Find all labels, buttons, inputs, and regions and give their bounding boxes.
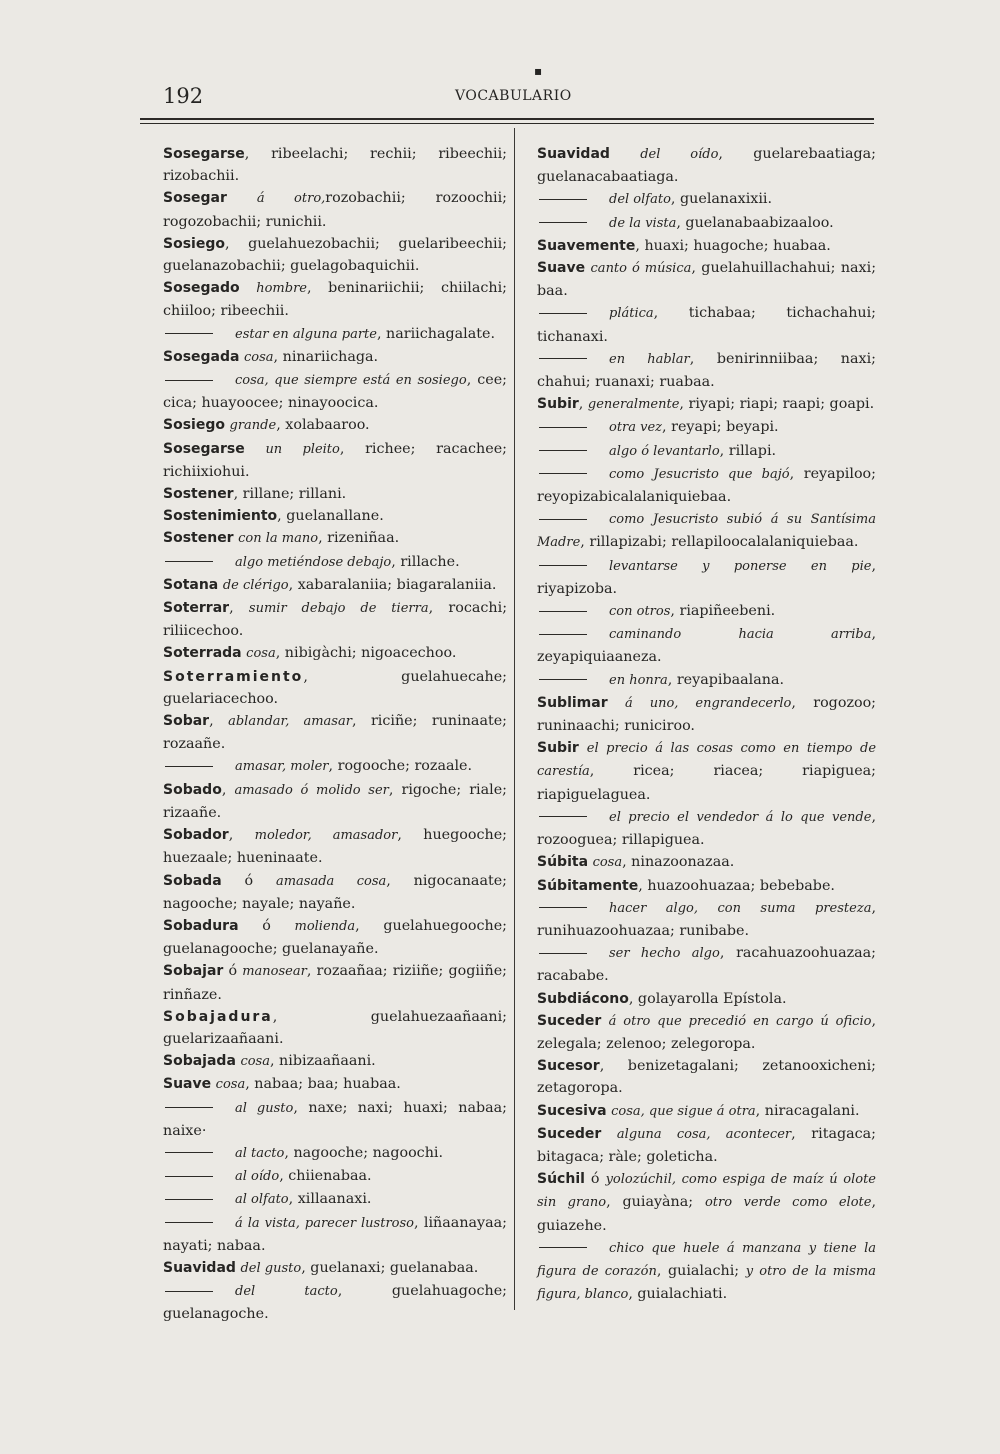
gloss-italic: cosa — [244, 349, 274, 365]
dictionary-entry — [163, 870, 507, 915]
definition-text: , guelahuecahe; guelariacechoo. — [163, 668, 507, 707]
definition-text: , guelanabaabizaaloo. — [676, 214, 834, 231]
sub-entry — [537, 623, 876, 668]
definition-text: , ritagaca; bitagaca; ràle; goleticha. — [537, 1125, 876, 1165]
headword: Súchil — [537, 1171, 585, 1188]
repeat-dash — [539, 473, 587, 474]
gloss-italic: caminando hacia arriba — [609, 627, 872, 643]
definition-text: , riyapi; riapi; raapi; goapi. — [679, 396, 875, 413]
definition-text — [608, 695, 625, 711]
definition-text: , nagooche; nagoochi. — [284, 1144, 444, 1161]
gloss-italic: algo metiéndose debajo — [235, 554, 392, 570]
gloss-italic: cosa — [215, 1077, 246, 1093]
definition-text: , guiayàna; — [606, 1194, 705, 1211]
definition-text: , riyapizoba. — [537, 557, 876, 597]
definition-text: , nigocanaate; nagooche; nayale; nayañe. — [163, 872, 507, 912]
gloss-italic: al olfato — [235, 1192, 289, 1208]
definition-text: , xolabaaroo. — [276, 417, 370, 434]
repeat-dash — [165, 380, 213, 381]
gloss-italic: al tacto — [235, 1145, 285, 1161]
dictionary-entry — [163, 710, 507, 755]
definition-text: , — [578, 396, 588, 413]
definition-text: , riapiñeebeni. — [670, 603, 776, 620]
gloss-italic: á la vista, parecer lustroso — [235, 1215, 414, 1231]
repeat-dash — [165, 1152, 213, 1153]
definition-text: , rogozoo; runinaachi; runiciroo. — [537, 694, 877, 735]
definition-text — [245, 441, 266, 457]
headword: Soterramiento — [163, 668, 304, 685]
gloss-italic: levantarse y ponerse en pie — [609, 558, 872, 574]
gloss-italic: grande — [229, 418, 277, 434]
definition-text: , rizeniñaa. — [318, 530, 400, 547]
definition-text: , — [228, 827, 255, 844]
definition-text: , reyapibaalana. — [667, 671, 785, 688]
headword: Sobajadura — [163, 1008, 273, 1025]
sub-entry — [163, 551, 507, 574]
gloss-italic: y otro de la misma figura, blanco — [537, 1263, 877, 1303]
sub-entry — [163, 369, 507, 414]
definition-text — [601, 1013, 608, 1029]
repeat-dash — [539, 634, 587, 635]
definition-text — [240, 280, 257, 296]
headword: Suceder — [537, 1125, 602, 1142]
headword: Sobado — [163, 781, 222, 798]
definition-text: , chiienabaa. — [279, 1168, 372, 1185]
sub-entry — [537, 555, 876, 600]
gloss-italic: á otro, — [256, 191, 326, 207]
gloss-italic: cosa, que sigue á otra — [611, 1103, 756, 1119]
definition-text: , rogooche; rozaale. — [328, 758, 473, 775]
definition-text: , — [229, 600, 249, 617]
dictionary-entry — [537, 851, 876, 874]
definition-text: , runihuazoohuazaa; runibabe. — [537, 899, 876, 939]
headword: Suave — [537, 260, 586, 277]
definition-text: , ricea; riacea; riapiguea; riapiguelaguea. — [537, 763, 876, 803]
headword: Suceder — [537, 1012, 602, 1029]
running-head: VOCABULARIO — [455, 88, 572, 104]
definition-text — [601, 1126, 617, 1142]
definition-text: , guelanaxixii. — [670, 191, 773, 208]
definition-text: , zeyapiquiaaneza. — [537, 626, 876, 666]
sub-entry — [537, 1237, 876, 1307]
headword: Sobajada — [163, 1053, 236, 1070]
sub-entry — [537, 440, 876, 463]
headword: Sotana — [163, 576, 219, 593]
sub-entry — [537, 600, 876, 623]
gloss-italic: como Jesucristo subió á su Santísima Madre — [537, 512, 876, 551]
dictionary-entry — [537, 1168, 876, 1237]
gloss-italic: un pleito — [265, 441, 340, 457]
definition-text: , riciñe; runinaate; rozaañe. — [163, 713, 507, 753]
definition-text: , guialachiati. — [628, 1286, 728, 1303]
headword: Sobajar — [163, 963, 224, 980]
repeat-dash — [539, 679, 587, 680]
definition-text: , ninazoonazaa. — [622, 854, 735, 871]
definition-text: , guelanaxi; guelanabaa. — [301, 1259, 479, 1276]
gloss-italic: del tacto — [235, 1284, 338, 1300]
dictionary-entry — [163, 483, 507, 505]
dictionary-entry — [163, 1073, 507, 1096]
headword: Suavemente — [537, 237, 636, 254]
headword: Subdiácono — [537, 990, 629, 1007]
dictionary-entry — [163, 527, 507, 550]
gloss-italic: hacer algo, con suma presteza — [609, 900, 872, 916]
sub-entry — [537, 302, 876, 347]
definition-text: , guelahuegooche; guelanagooche; guelanayañe. — [163, 917, 507, 958]
definition-text: , rocachi; riliicechoo. — [163, 600, 508, 640]
repeat-dash — [165, 1107, 213, 1108]
gloss-italic: á otro que precedió en cargo ú oficio — [608, 1013, 872, 1029]
dictionary-entry — [163, 233, 507, 277]
gloss-italic: el precio el vendedor á lo que vende — [609, 809, 872, 825]
header-rule-thin — [140, 123, 874, 124]
definition-text: ó — [584, 1171, 606, 1188]
sub-entry — [537, 188, 876, 211]
definition-text: , nibigàchi; nigoacechoo. — [275, 645, 457, 662]
dictionary-entry — [163, 143, 507, 187]
sub-entry — [163, 1097, 507, 1142]
sub-entry — [163, 1280, 507, 1325]
gloss-italic: cosa — [592, 855, 623, 871]
repeat-dash — [539, 450, 587, 451]
headword: Sostener — [163, 486, 234, 503]
definition-text: , tichabaa; tichachahui; tichanaxi. — [537, 305, 876, 345]
dictionary-entry — [537, 257, 876, 302]
headword: Suavidad — [163, 1259, 236, 1276]
gloss-italic: en hablar — [609, 351, 690, 367]
definition-text: , ribeelachi; rechii; ribeechii; rizobachii. — [163, 146, 507, 185]
definition-text: , ninariichaga. — [273, 348, 379, 365]
headword: Subir — [537, 396, 579, 413]
definition-text — [227, 190, 257, 206]
dictionary-entry — [163, 1006, 507, 1050]
repeat-dash — [165, 1291, 213, 1292]
headword: Sobada — [163, 872, 222, 889]
definition-text: , reyapiloo; reyopizabicalalaniquiebaa. — [537, 465, 876, 506]
headword: Sucesor — [537, 1058, 600, 1075]
right-column — [537, 143, 876, 1306]
dictionary-entry — [537, 988, 876, 1010]
gloss-italic: canto ó música — [590, 261, 692, 277]
headword: Sucesiva — [537, 1102, 607, 1119]
sub-entry — [537, 806, 876, 851]
gloss-italic: de la vista — [609, 215, 677, 231]
sub-entry — [163, 323, 507, 346]
sub-entry — [537, 669, 876, 692]
gloss-italic: con la mano — [238, 531, 319, 547]
headword: Soterrar — [163, 600, 230, 617]
dictionary-entry — [163, 438, 507, 483]
dictionary-entry — [537, 143, 876, 188]
definition-text: , liñaanayaa; nayati; nabaa. — [163, 1214, 507, 1254]
printer-mark: ▪ — [534, 64, 543, 78]
sub-entry — [537, 348, 876, 393]
definition-text: , — [221, 781, 235, 798]
dictionary-entry — [537, 393, 876, 416]
headword: Sosiego — [163, 417, 225, 434]
definition-text: rozobachii; rozoochii; rogozobachii; runichii. — [163, 190, 507, 230]
headword: Soterrada — [163, 645, 242, 662]
headword: Sobar — [163, 713, 210, 730]
gloss-italic: otro verde como elote — [704, 1195, 872, 1211]
definition-text: , guelahuezaañaani; guelarizaañaani. — [163, 1008, 507, 1047]
sub-entry — [537, 897, 876, 942]
repeat-dash — [539, 907, 587, 908]
repeat-dash — [539, 358, 587, 359]
gloss-italic: en honra — [609, 672, 668, 688]
definition-text: , guialachi; — [656, 1262, 746, 1279]
repeat-dash — [539, 953, 587, 954]
definition-text: , nibizaañaani. — [269, 1053, 376, 1070]
headword: Subir — [537, 740, 579, 757]
headword: Súbitamente — [537, 877, 639, 894]
gloss-italic: el precio á las cosas como en tiempo de carestía — [537, 741, 877, 780]
sub-entry — [537, 212, 876, 235]
definition-text: , rillane; rillani. — [233, 486, 347, 503]
gloss-italic: chico que huele á manzana y tiene la figura de corazón — [537, 1240, 876, 1279]
definition-text — [610, 146, 640, 162]
gloss-italic: á uno, engrandecerlo — [625, 695, 792, 711]
gloss-italic: amasar, moler — [235, 759, 329, 775]
dictionary-entry — [163, 187, 507, 232]
gloss-italic: de clérigo — [222, 577, 289, 593]
definition-text: ó — [223, 963, 243, 980]
definition-text — [579, 740, 587, 756]
repeat-dash — [539, 611, 587, 612]
gloss-italic: algo ó levantarlo — [609, 443, 720, 459]
header-rule — [140, 118, 874, 120]
definition-text: ó — [238, 917, 295, 934]
repeat-dash — [539, 222, 587, 223]
sub-entry — [163, 755, 507, 778]
gloss-italic: estar en alguna parte — [235, 326, 377, 342]
definition-text: , nariichagalate. — [376, 325, 496, 342]
gloss-italic: molienda — [294, 918, 356, 934]
repeat-dash — [539, 519, 587, 520]
headword: Sostener — [163, 530, 234, 547]
repeat-dash — [539, 199, 587, 200]
gloss-italic: cosa, que siempre está en sosiego — [235, 373, 467, 389]
definition-text: , huegooche; huezaale; hueninaate. — [163, 827, 507, 867]
repeat-dash — [165, 333, 213, 334]
headword: Sobadura — [163, 917, 239, 934]
definition-text: , rozaañaa; riziiñe; gogiiñe; rinñaze. — [163, 963, 507, 1003]
definition-text: , guiazehe. — [537, 1194, 876, 1234]
headword: Súbita — [537, 854, 589, 871]
dictionary-entry — [163, 277, 507, 322]
headword: Sosegarse — [163, 146, 245, 162]
repeat-dash — [539, 565, 587, 566]
gloss-italic: yolozúchil, como espiga de maíz ú olote sin grano — [537, 1172, 877, 1211]
definition-text: , guelahuezobachii; guelaribeechii; guelanazobachii; guelagobaquichii. — [163, 235, 507, 275]
definition-text: , rozooguea; rillapiguea. — [537, 808, 876, 849]
definition-text: , cee; cica; huayoocee; ninayoocica. — [163, 372, 507, 412]
dictionary-entry — [163, 1050, 507, 1073]
dictionary-entry — [537, 235, 876, 257]
dictionary-entry — [537, 1055, 876, 1099]
repeat-dash — [539, 1247, 587, 1248]
definition-text: , xillaanaxi. — [288, 1191, 372, 1208]
dictionary-entry — [163, 414, 507, 437]
gloss-italic: amasada cosa — [275, 873, 387, 889]
headword: Suavidad — [537, 146, 610, 162]
definition-text: , rillache. — [391, 553, 460, 570]
gloss-italic: con otros — [609, 604, 671, 620]
gloss-italic: del gusto — [240, 1260, 302, 1276]
gloss-italic: plática — [609, 306, 654, 322]
headword: Sobador — [163, 827, 229, 844]
headword: Suave — [163, 1076, 212, 1093]
gloss-italic: cosa — [240, 1054, 270, 1070]
definition-text: , rillapizabi; rellapiloocalalaniquiebaa. — [580, 534, 859, 551]
definition-text: , niracagalani. — [755, 1102, 860, 1119]
dictionary-entry — [537, 1010, 876, 1055]
definition-text: , rigoche; riale; rizaañe. — [163, 781, 507, 821]
definition-text: ó — [221, 872, 276, 889]
headword: Sosegada — [163, 348, 240, 365]
sub-entry — [537, 463, 876, 508]
definition-text: , guelanallane. — [277, 508, 384, 525]
gloss-italic: hombre — [256, 281, 307, 297]
dictionary-entry — [163, 346, 507, 369]
column-divider — [514, 128, 515, 1310]
gloss-italic: como Jesucristo que bajó — [609, 466, 790, 482]
headword: Sosegar — [163, 190, 227, 207]
sub-entry — [537, 416, 876, 439]
definition-text: , guelarebaatiaga; guelanacabaatiaga. — [537, 146, 876, 186]
repeat-dash — [539, 816, 587, 817]
gloss-italic: cosa — [246, 646, 276, 662]
gloss-italic: ablandar, amasar — [228, 714, 352, 730]
repeat-dash — [539, 313, 587, 314]
dictionary-entry — [163, 642, 507, 665]
repeat-dash — [539, 427, 587, 428]
dictionary-entry — [163, 915, 507, 960]
headword: Sublimar — [537, 694, 608, 711]
dictionary-entry — [163, 824, 507, 869]
headword: Sosegarse — [163, 440, 245, 457]
dictionary-entry — [163, 574, 507, 597]
repeat-dash — [165, 1222, 213, 1223]
headword: Sosegado — [163, 280, 240, 297]
dictionary-entry — [163, 779, 507, 824]
definition-text: , rillapi. — [719, 442, 777, 459]
gloss-italic: alguna cosa, acontecer — [616, 1126, 792, 1142]
gloss-italic: del oído — [640, 147, 719, 162]
definition-text: , golayarolla Epístola. — [628, 990, 787, 1007]
dictionary-entry — [537, 737, 876, 806]
definition-text: , huazoohuazaa; bebebabe. — [638, 877, 835, 894]
definition-text: , zelegala; zelenoo; zelegoropa. — [537, 1012, 876, 1052]
repeat-dash — [165, 1199, 213, 1200]
dictionary-entry — [537, 692, 876, 737]
definition-text: , racahuazoohuazaa; racababe. — [537, 945, 876, 985]
dictionary-entry — [537, 1123, 876, 1168]
sub-entry — [537, 508, 876, 554]
headword: Sosiego — [163, 235, 225, 252]
dictionary-entry — [163, 666, 507, 710]
sub-entry — [537, 942, 876, 987]
dictionary-entry — [163, 960, 507, 1005]
definition-text: , nabaa; baa; huabaa. — [245, 1076, 401, 1093]
definition-text: , benizetagalani; zetanooxicheni; zetagoropa. — [537, 1058, 876, 1097]
definition-text: , naxe; naxi; huaxi; nabaa; naixe· — [163, 1099, 507, 1139]
dictionary-entry — [163, 1257, 507, 1280]
gloss-italic: generalmente — [587, 397, 680, 413]
definition-text: , benirinniibaa; naxi; chahui; ruanaxi; ruabaa. — [537, 350, 876, 391]
dictionary-entry — [537, 1100, 876, 1123]
gloss-italic: amasado ó molido ser — [234, 782, 389, 798]
dictionary-entry — [163, 505, 507, 527]
gloss-italic: del olfato — [609, 192, 671, 208]
headword: Sostenimiento — [163, 508, 278, 525]
gloss-italic: moledor, amasador — [254, 828, 398, 844]
left-column — [163, 143, 507, 1326]
definition-text: , — [209, 713, 229, 730]
definition-text: , richee; racachee; richiixiohui. — [163, 440, 508, 480]
page-number: 192 — [163, 84, 204, 108]
gloss-italic: manosear — [242, 964, 307, 980]
sub-entry — [163, 1142, 507, 1165]
sub-entry — [163, 1165, 507, 1188]
definition-text: , beninariichii; chiilachi; chiiloo; ribeechii. — [163, 280, 508, 320]
repeat-dash — [165, 1176, 213, 1177]
dictionary-entry — [537, 875, 876, 897]
dictionary-entry — [163, 597, 507, 642]
repeat-dash — [165, 561, 213, 562]
definition-text: , reyapi; beyapi. — [662, 419, 779, 436]
repeat-dash — [165, 766, 213, 767]
gloss-italic: sumir debajo de tierra — [248, 601, 429, 617]
definition-text: , huaxi; huagoche; huabaa. — [635, 237, 831, 254]
sub-entry — [163, 1188, 507, 1211]
definition-text: , guelahuillachahui; naxi; baa. — [537, 260, 877, 300]
sub-entry — [163, 1212, 507, 1257]
gloss-italic: otra vez — [609, 420, 663, 436]
gloss-italic: ser hecho algo — [609, 946, 720, 962]
gloss-italic: al oído — [235, 1169, 280, 1185]
definition-text: , guelahuagoche; guelanagoche. — [163, 1283, 507, 1323]
gloss-italic: al gusto — [235, 1100, 294, 1116]
definition-text: , xabaralaniia; biagaralaniia. — [288, 576, 497, 593]
